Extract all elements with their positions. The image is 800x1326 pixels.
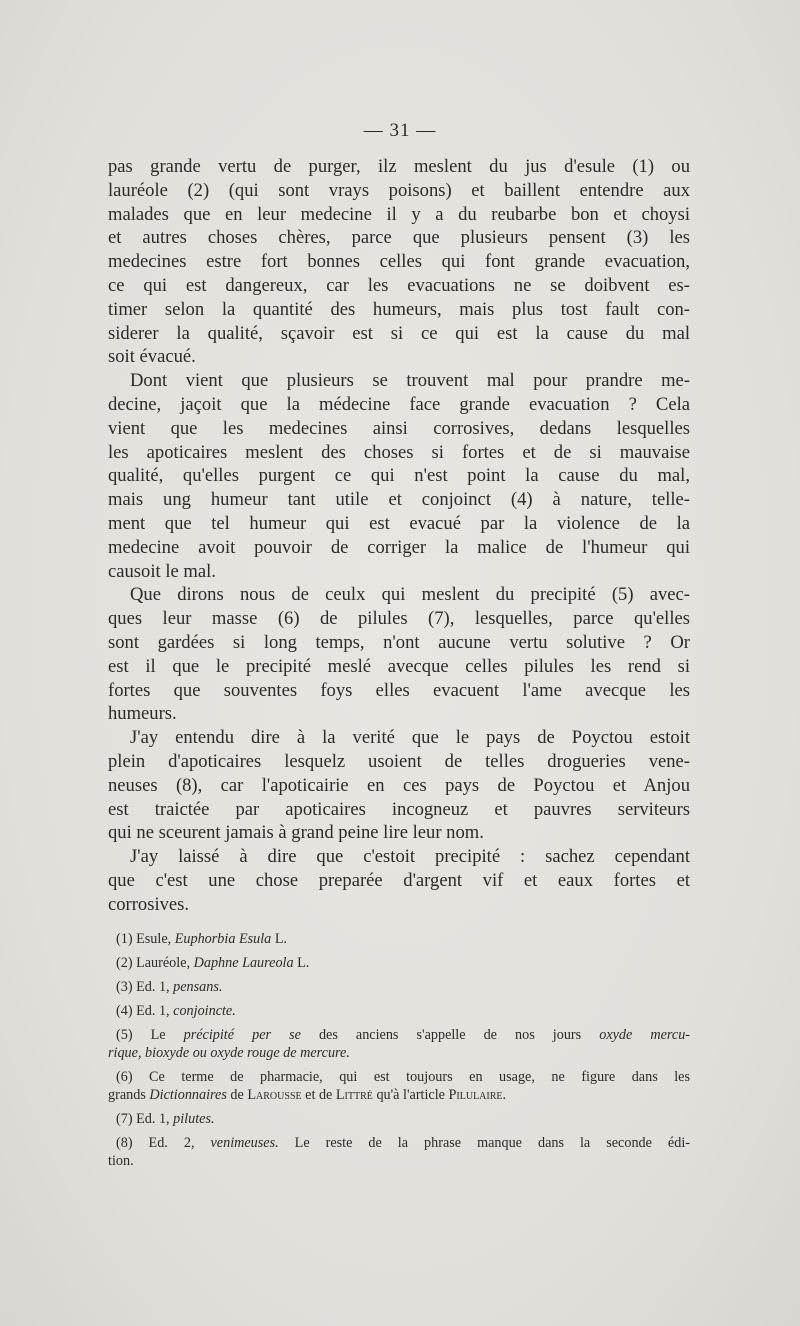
footnote [108, 954, 690, 972]
paragraph [108, 726, 690, 845]
text-line: ment que tel humeur qui est evacué par la violence de la [108, 512, 690, 534]
footnotes [108, 930, 690, 1170]
footnote-text: L. [271, 931, 288, 947]
main-text [108, 155, 690, 917]
text-line: lauréole (2) (qui sont vrays poisons) et baillent entendre aux [108, 179, 690, 201]
footnote-text: (2) Lauréole, [116, 955, 194, 971]
italic-text: Dictionnaires [149, 1087, 227, 1103]
italic-text: rique, bioxyde ou oxyde rouge de mercure. [108, 1045, 350, 1061]
text-line: Que dirons nous de ceulx qui meslent du precipité (5) avec- [130, 584, 690, 606]
footnote [108, 1068, 690, 1104]
footnote-line [108, 1152, 690, 1170]
footnote [108, 1134, 690, 1170]
italic-text: pensans. [173, 979, 223, 995]
footnote-text: Le reste de la phrase manque dans la seconde édi- [278, 1135, 690, 1151]
footnote-text: de [226, 1087, 248, 1103]
paragraph [108, 583, 690, 726]
footnote-text: (3) Ed. 1, [116, 979, 174, 995]
text-line: ques leur masse (6) de pilules (7), lesquelles, parce qu'elles [108, 608, 690, 630]
text-line: est il que le precipité meslé avecque celles pilules les rend si [108, 655, 690, 677]
paragraph [108, 155, 690, 369]
text-line: medecine avoit pouvoir de corriger la malice de l'humeur qui [108, 536, 690, 558]
text-line: soit évacué. [108, 346, 196, 368]
footnote-line [108, 1026, 690, 1044]
text-line: causoit le mal. [108, 560, 216, 582]
text-line: fortes que souventes foys elles evacuent l'ame avecque les [108, 679, 690, 701]
text-line: sont gardées si long temps, n'ont aucune vertu solutive ? Or [108, 631, 690, 653]
text-line: neuses (8), car l'apoticairie en ces pays de Poyctou et Anjou [108, 774, 690, 796]
text-line: que c'est une chose preparée d'argent vif et eaux fortes et [108, 869, 690, 891]
text-line: timer selon la quantité des humeurs, mais plus tost fault con- [108, 298, 690, 320]
footnote-text: (7) Ed. 1, [116, 1111, 174, 1127]
text-line: malades que en leur medecine il y a du reubarbe bon et choysi [108, 203, 690, 225]
text-line: est traictée par apoticaires incogneuz et pauvres serviteurs [108, 798, 690, 820]
text-line: medecines estre fort bonnes celles qui font grande evacuation, [108, 251, 690, 273]
footnote [108, 1110, 690, 1128]
small-caps-text: Littré [335, 1087, 373, 1103]
text-line: pas grande vertu de purger, ilz meslent du jus d'esule (1) ou [108, 156, 690, 177]
footnote [108, 1026, 690, 1062]
italic-text: Daphne Laureola [193, 955, 294, 971]
footnote-line [108, 1044, 690, 1062]
footnote-text: qu'à l'article [372, 1087, 449, 1103]
italic-text: conjoincte. [173, 1003, 236, 1019]
small-caps-text: Larousse [247, 1087, 302, 1103]
text-line: decine, jaçoit que la médecine face grande evacuation ? Cela [108, 393, 690, 415]
italic-text: Euphorbia Esula [174, 931, 272, 947]
text-line: vient que les medecines ainsi corrosives, dedans lesquelles [108, 417, 690, 439]
text-line: les apoticaires meslent des choses si fortes et de si mauvaise [108, 441, 690, 463]
text-line: mais ung humeur tant utile et conjoinct (4) à nature, telle- [108, 489, 690, 511]
italic-text: venimeuses. [210, 1135, 279, 1151]
footnote-line [108, 1110, 690, 1128]
text-line: et autres choses chères, parce que plusieurs pensent (3) les [108, 227, 690, 249]
footnote-line [108, 1134, 690, 1152]
footnote-text: tion. [108, 1153, 134, 1169]
footnote [108, 930, 690, 948]
footnote-text: (8) Ed. 2, [116, 1135, 211, 1151]
footnote-line [108, 1068, 690, 1086]
text-line: J'ay laissé à dire que c'estoit precipité : sachez cependant [130, 846, 690, 868]
footnote-line [108, 930, 690, 948]
text-line: qui ne sceurent jamais à grand peine lire leur nom. [108, 822, 484, 844]
small-caps-text: Pilulaire. [448, 1087, 507, 1103]
footnote-text: grands [108, 1087, 150, 1103]
footnote-line [108, 954, 690, 972]
footnote-text: L. [293, 955, 310, 971]
footnote-text: (6) Ce terme de pharmacie, qui est toujours en usage, ne figure dans les [116, 1069, 690, 1085]
text-line: corrosives. [108, 893, 190, 915]
footnote [108, 978, 690, 996]
paragraph [108, 845, 690, 916]
text-line: J'ay entendu dire à la verité que le pays de Poyctou estoit [130, 727, 690, 749]
footnote-text: (4) Ed. 1, [116, 1003, 174, 1019]
footnote-text: (1) Esule, [116, 931, 175, 947]
text-line: siderer la qualité, sçavoir est si ce qui est la cause du mal [108, 322, 690, 344]
page-number: — 31 — [363, 120, 437, 141]
footnote-line [108, 1086, 690, 1104]
footnote-text: et de [301, 1087, 336, 1103]
paragraph [108, 369, 690, 583]
italic-text: oxyde mercu- [599, 1027, 691, 1043]
text-line: qualité, qu'elles purgent ce qui n'est point la cause du mal, [108, 465, 690, 487]
footnote-text: (5) Le [116, 1027, 184, 1043]
footnote-line [108, 1002, 690, 1020]
text-line: plein d'apoticaires lesquelz usoient de telles drogueries vene- [108, 750, 690, 772]
italic-text: précipité per se [183, 1027, 301, 1043]
text-line: Dont vient que plusieurs se trouvent mal pour prandre me- [130, 370, 690, 392]
italic-text: pilutes. [173, 1111, 215, 1127]
text-line: humeurs. [108, 703, 177, 725]
footnote [108, 1002, 690, 1020]
text-line: ce qui est dangereux, car les evacuations ne se doibvent es- [108, 274, 690, 296]
footnote-text: des anciens s'appelle de nos jours [300, 1027, 600, 1043]
footnote-line [108, 978, 690, 996]
